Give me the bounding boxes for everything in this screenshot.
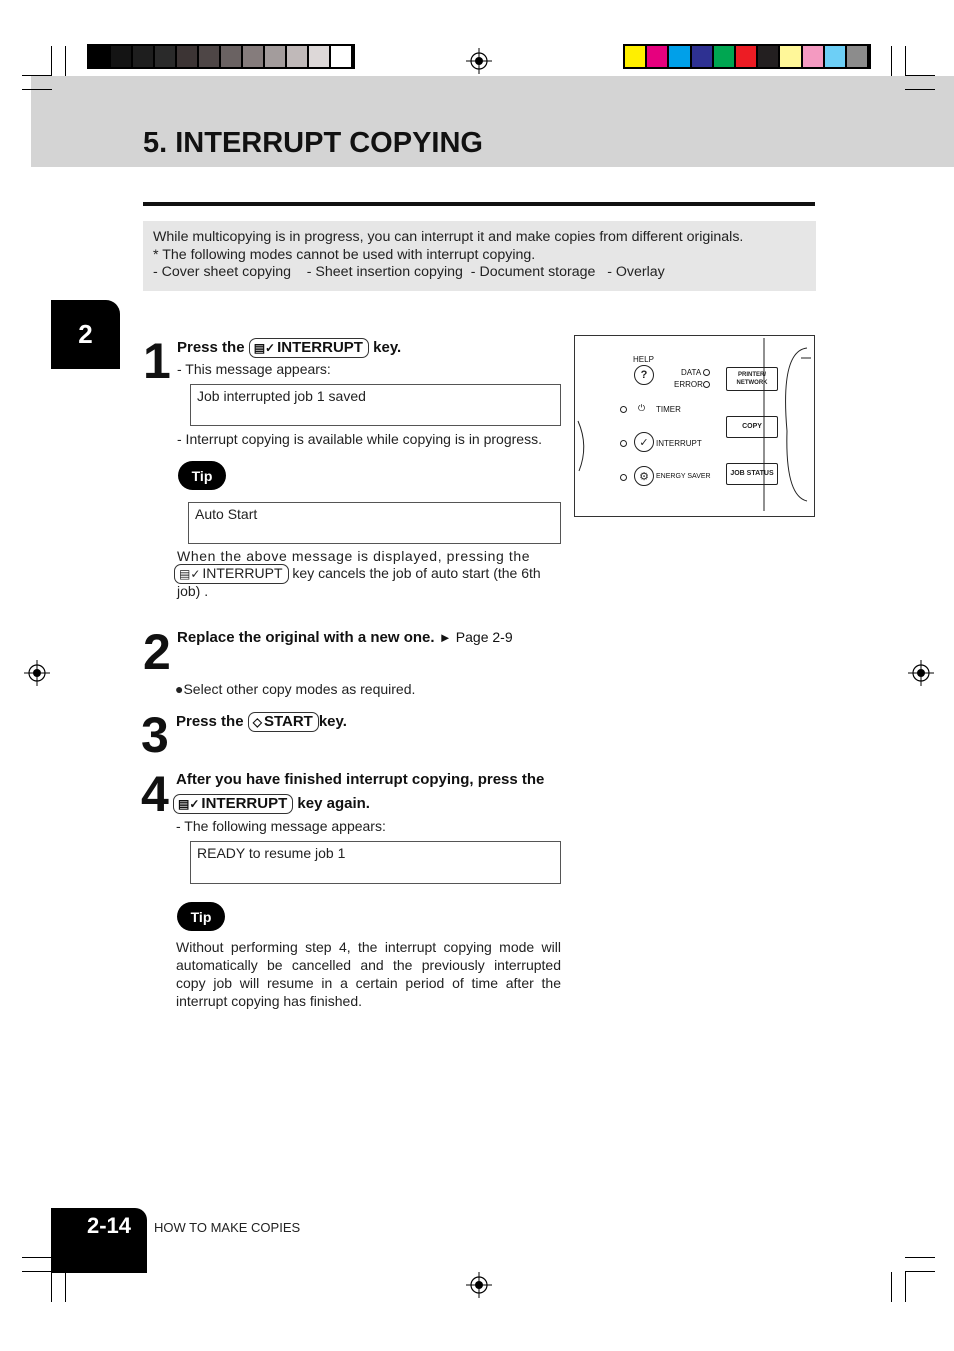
key-label: INTERRUPT [201, 795, 288, 812]
step-number: 4 [141, 766, 169, 822]
registration-mark-left [24, 660, 50, 686]
message-display [190, 841, 561, 884]
error-label: ERROR [674, 380, 703, 389]
color-swatch [736, 46, 756, 67]
page-reference: Page 2-9 [455, 629, 513, 645]
bullet-text: Select other copy modes as required. [183, 681, 416, 697]
color-swatch [111, 46, 131, 67]
title-rule [143, 202, 815, 206]
arrow-right-icon: ► [438, 630, 452, 645]
step-heading-text: key again. [297, 795, 370, 812]
interrupt-icon: ▤✓ [178, 797, 200, 811]
step-heading-text: Replace the original with a new one. [177, 629, 435, 646]
timer-label: TIMER [656, 405, 681, 414]
color-swatch [331, 46, 351, 67]
color-swatch [847, 46, 867, 67]
intro-line: - Cover sheet copying - Sheet insertion copying - Document storage - Overlay [153, 264, 665, 280]
control-panel-illustration [574, 335, 815, 517]
step-heading-text: Press the [177, 339, 245, 356]
step-heading-text: key. [318, 713, 347, 730]
interrupt-button-icon: ✓ [634, 432, 654, 452]
printer-network-label: PRINTER/ NETWORK [736, 372, 768, 386]
bullet-note [175, 681, 415, 697]
bullet-icon: ● [175, 681, 184, 697]
start-icon: ◇ [252, 715, 262, 729]
help-icon: ? [634, 365, 654, 385]
step-number: 3 [141, 707, 169, 763]
step-note: - Interrupt copying is available while copying is in progress. [177, 431, 542, 447]
step-note: - The following message appears: [176, 818, 386, 834]
color-swatch [692, 46, 712, 67]
color-swatch [309, 46, 329, 67]
color-swatch [714, 46, 734, 67]
key-label: INTERRUPT [277, 339, 363, 356]
message-text: READY to resume job 1 [197, 845, 346, 861]
interrupt-key [249, 338, 369, 358]
registration-mark-top [466, 48, 492, 74]
color-swatch [825, 46, 845, 67]
message-text: Job interrupted job 1 saved [197, 388, 366, 404]
step-heading [176, 712, 347, 732]
interrupt-key [173, 794, 293, 814]
step-heading-text: key. [373, 339, 402, 356]
color-swatch [287, 46, 307, 67]
color-swatch [199, 46, 219, 67]
tip-text: When the above message is displayed, pressing the [177, 548, 531, 564]
intro-line: * The following modes cannot be used with interrupt copying. [153, 246, 536, 263]
message-display [190, 384, 561, 426]
color-swatch [803, 46, 823, 67]
energy-saver-icon: ⚙ [634, 466, 654, 486]
copy-label: COPY [742, 423, 762, 430]
tip-text: job) . [177, 583, 209, 599]
step-heading: After you have finished interrupt copying, press the [176, 771, 545, 788]
step-heading [177, 338, 401, 358]
step-heading-text: Press the [176, 713, 244, 730]
tip-text [174, 564, 541, 584]
color-swatch [133, 46, 153, 67]
color-swatch [647, 46, 667, 67]
step-heading [177, 629, 513, 646]
color-swatch [265, 46, 285, 67]
color-swatch [221, 46, 241, 67]
footer-section: HOW TO MAKE COPIES [154, 1220, 301, 1235]
step-number: 2 [143, 624, 171, 680]
interrupt-icon: ▤✓ [253, 341, 276, 355]
tip-text: Without performing step 4, the interrupt copying mode will automatically be cancelled and the previously interrupted copy job will resume in a certain period of time after the interrupt copying has finished. [176, 939, 561, 1009]
interrupt-label: INTERRUPT [656, 439, 702, 448]
interrupt-icon: ▤✓ [179, 567, 201, 581]
color-swatch [780, 46, 800, 67]
step-note: - This message appears: [177, 361, 331, 377]
key-label: START [263, 713, 313, 730]
intro-line: While multicopying is in progress, you can interrupt it and make copies from different originals. [153, 229, 744, 245]
message-display [188, 502, 561, 544]
panel-outline-graphics [575, 336, 816, 518]
tip-text-continued: key cancels the job of auto start (the 6th [292, 565, 541, 581]
registration-mark-bottom [466, 1272, 492, 1298]
power-icon: ⏻ [638, 403, 646, 413]
help-label: HELP [633, 355, 654, 364]
color-swatch [155, 46, 175, 67]
registration-mark-right [908, 660, 934, 686]
interrupt-key [174, 564, 289, 584]
color-swatch [89, 46, 109, 67]
tip-badge: Tip [178, 461, 226, 490]
start-key [248, 712, 319, 732]
message-text: Auto Start [195, 506, 258, 522]
color-swatch [177, 46, 197, 67]
page-title: 5. INTERRUPT COPYING [143, 127, 483, 159]
data-label: DATA [681, 368, 702, 377]
step-heading [173, 794, 370, 814]
intro-box [143, 221, 816, 291]
step-number: 1 [143, 333, 171, 389]
color-swatch [669, 46, 689, 67]
tip-badge: Tip [177, 902, 225, 931]
color-swatch [758, 46, 778, 67]
page-number: 2-14 [87, 1213, 132, 1238]
job-status-label: JOB STATUS [730, 470, 774, 477]
color-swatch [625, 46, 645, 67]
key-label: INTERRUPT [202, 565, 283, 581]
chapter-tab: 2 [51, 300, 120, 369]
color-swatch [243, 46, 263, 67]
energy-saver-label: ENERGY SAVER [656, 473, 711, 480]
